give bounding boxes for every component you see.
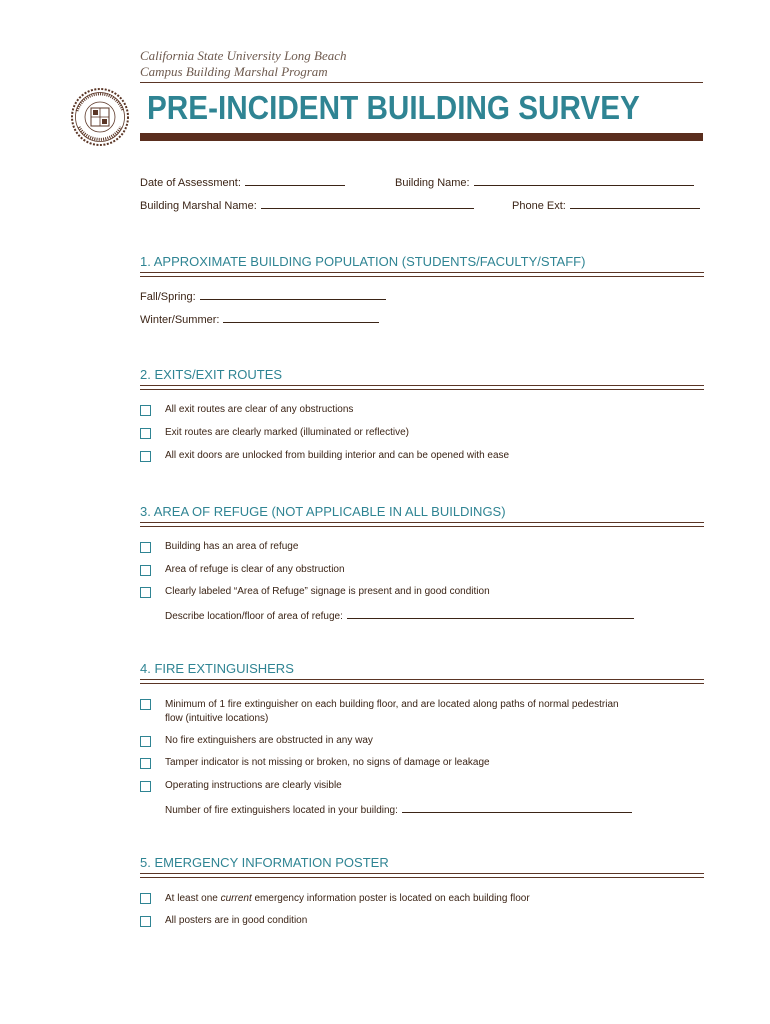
section-3-rule-2: [140, 526, 704, 527]
item-operating-instructions: Operating instructions are clearly visible: [165, 780, 342, 791]
checkbox-refuge-signage[interactable]: [140, 587, 151, 598]
building-marshal-name-field[interactable]: [140, 197, 474, 213]
item-tamper-indicator: Tamper indicator is not missing or broken, no signs of damage or leakage: [165, 757, 490, 768]
section-3-rule: [140, 522, 704, 523]
refuge-location-label: Describe location/floor of area of refuge:: [165, 611, 343, 622]
item-extinguishers-unobstructed: No fire extinguishers are obstructed in any way: [165, 735, 373, 746]
phone-label: Phone Ext:: [512, 200, 566, 212]
item-exit-routes-clear: All exit routes are clear of any obstructions: [165, 404, 354, 415]
university-seal-icon: [70, 87, 130, 147]
building-label: Building Name:: [395, 177, 470, 189]
checkbox-extinguisher-each-floor[interactable]: [140, 699, 151, 710]
checkbox-extinguishers-unobstructed[interactable]: [140, 736, 151, 747]
building-name-field[interactable]: [395, 174, 694, 190]
section-3-title: 3. AREA OF REFUGE (NOT APPLICABLE IN ALL BUILDINGS): [140, 504, 506, 519]
section-2-title: 2. EXITS/EXIT ROUTES: [140, 367, 283, 382]
phone-ext-field[interactable]: [512, 197, 700, 213]
title-bar-rule: [140, 133, 703, 141]
section-1-title: 1. APPROXIMATE BUILDING POPULATION (STUDENTS/FACULTY/STAFF): [140, 254, 586, 269]
winter-summer-label: Winter/Summer:: [140, 314, 220, 326]
checkbox-refuge-clear[interactable]: [140, 565, 151, 576]
item-has-area-of-refuge: Building has an area of refuge: [165, 541, 299, 552]
section-2-rule: [140, 385, 704, 386]
extinguisher-count-field[interactable]: [165, 801, 632, 818]
page-title: PRE-INCIDENT BUILDING SURVEY: [147, 89, 640, 126]
date-of-assessment-field[interactable]: [140, 174, 345, 190]
checkbox-poster-each-floor[interactable]: [140, 893, 151, 904]
university-name: California State University Long Beach: [140, 48, 347, 63]
item-refuge-clear: Area of refuge is clear of any obstruction: [165, 564, 345, 575]
item-posters-good-condition: All posters are in good condition: [165, 915, 308, 926]
checkbox-exit-doors-unlocked[interactable]: [140, 451, 151, 462]
date-label: Date of Assessment:: [140, 177, 241, 189]
fall-spring-field[interactable]: [140, 288, 386, 304]
marshal-label: Building Marshal Name:: [140, 200, 257, 212]
section-4-title: 4. FIRE EXTINGUISHERS: [140, 661, 294, 676]
winter-summer-field[interactable]: [140, 311, 379, 327]
section-2-rule-2: [140, 389, 704, 390]
section-5-rule: [140, 873, 704, 874]
item-exit-routes-marked: Exit routes are clearly marked (illuminated or reflective): [165, 427, 409, 438]
checkbox-has-area-of-refuge[interactable]: [140, 542, 151, 553]
section-4-rule: [140, 679, 704, 680]
item-poster-each-floor: At least one current emergency information poster is located on each building floor: [165, 893, 530, 904]
refuge-location-field[interactable]: [165, 607, 634, 624]
extinguisher-count-label: Number of fire extinguishers located in your building:: [165, 805, 398, 816]
item-extinguisher-each-floor: Minimum of 1 fire extinguisher on each building floor, and are located along paths of normal pedestrian flow (intuitive locations): [165, 699, 619, 724]
checkbox-operating-instructions[interactable]: [140, 781, 151, 792]
checkbox-exit-routes-marked[interactable]: [140, 428, 151, 439]
item-refuge-signage: Clearly labeled “Area of Refuge” signage is present and in good condition: [165, 586, 490, 597]
section-1-rule-2: [140, 276, 704, 277]
section-5-title: 5. EMERGENCY INFORMATION POSTER: [140, 855, 389, 870]
fall-spring-label: Fall/Spring:: [140, 291, 196, 303]
section-1-rule: [140, 272, 704, 273]
header-top-rule: [140, 82, 703, 83]
checkbox-exit-routes-clear[interactable]: [140, 405, 151, 416]
section-5-rule-2: [140, 877, 704, 878]
checkbox-tamper-indicator[interactable]: [140, 758, 151, 769]
program-name: Campus Building Marshal Program: [140, 64, 328, 79]
item-exit-doors-unlocked: All exit doors are unlocked from building interior and can be opened with ease: [165, 450, 510, 461]
section-4-rule-2: [140, 683, 704, 684]
checkbox-posters-good-condition[interactable]: [140, 916, 151, 927]
